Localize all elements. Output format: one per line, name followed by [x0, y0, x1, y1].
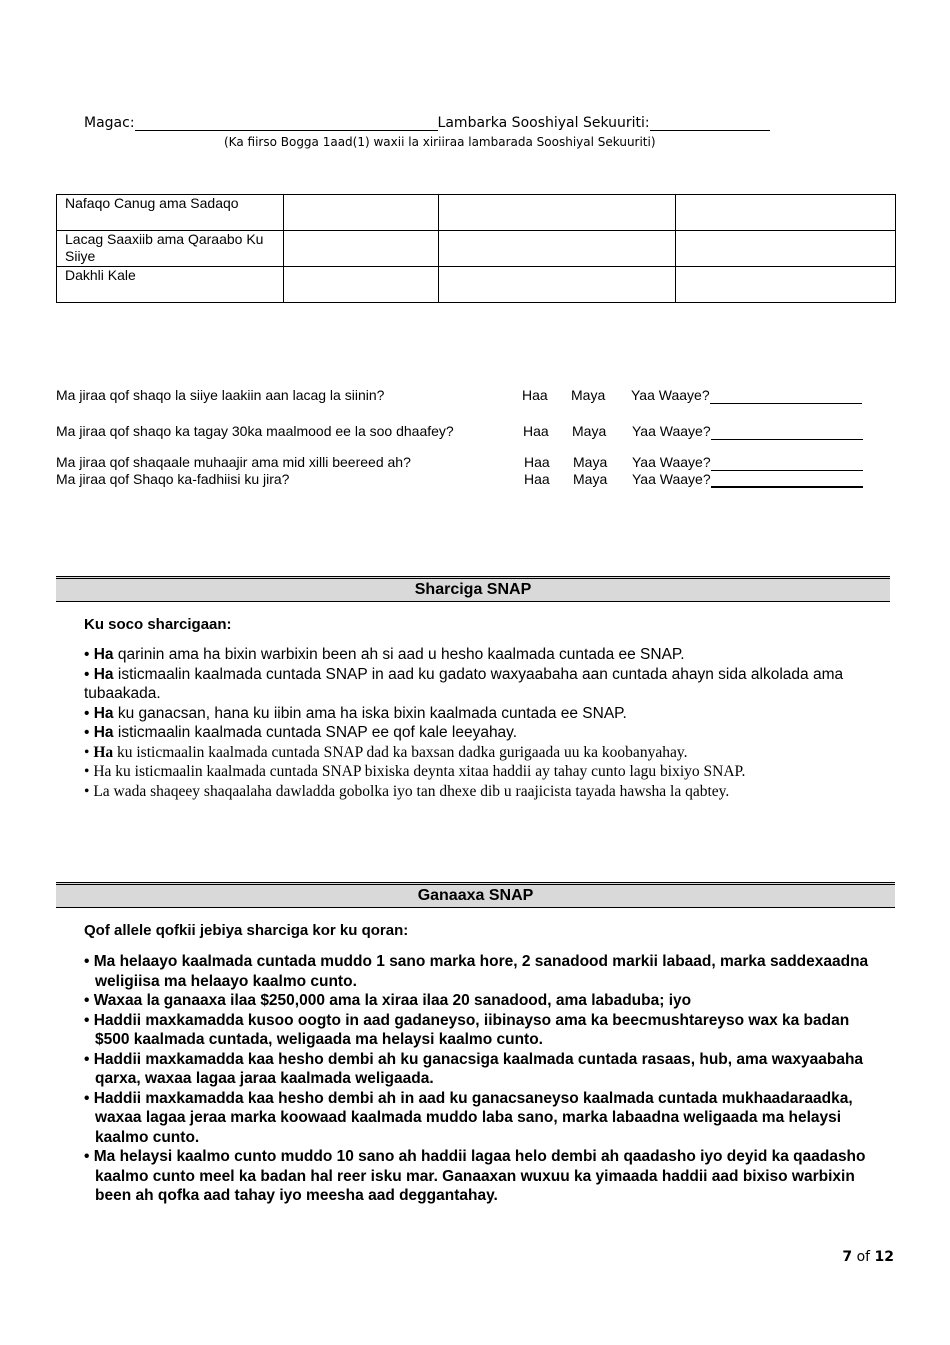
row-label: Nafaqo Canug ama Sadaqo [57, 195, 284, 231]
who-label: Yaa Waaye? [632, 423, 711, 439]
answer-no[interactable]: Maya [573, 471, 608, 487]
ssn-note: (Ka fiirso Bogga 1aad(1) waxii la xiriiraa lambarada Sooshiyal Sekuuriti) [224, 135, 656, 149]
answer-who [631, 387, 862, 404]
list-item: • Ma helaayo kaalmada cuntada muddo 1 sano marka hore, 2 sanadood markii labaad, marka saddexaadna weligiisa ma helaayo kaalmo cunto. [84, 953, 869, 990]
rules-list [84, 645, 884, 801]
table-cell[interactable] [284, 231, 439, 267]
rules-lead: Ku soco sharcigaan: [84, 616, 232, 633]
answer-yes[interactable]: Haa [522, 387, 548, 403]
name-row [84, 115, 770, 131]
who-label: Yaa Waaye? [632, 471, 711, 487]
list-item: • Ha ku isticmaalin kaalmada cuntada SNAP bixiska deynta xitaa haddii ay tahay cunto lagu bixiyo SNAP. [84, 763, 746, 780]
list-item: • Haddii maxkamadda kusoo oogto in aad gadaneyso, iibinayso ama ka beecmushtareyso wax ka badan $500 kaalmada cuntada, weligaada ma helaysi kaalmo cunto. [84, 1011, 850, 1048]
question-text: Ma jiraa qof Shaqo ka-fadhiisi ku jira? [56, 471, 290, 487]
table-cell[interactable] [439, 267, 676, 303]
who-label: Yaa Waaye? [631, 387, 710, 403]
question-text: Ma jiraa qof shaqaale muhaajir ama mid xilli beereed ah? [56, 454, 411, 470]
list-item: • La wada shaqeey shaqaalaha dawladda gobolka iyo tan dhexe dib u raajicista tayada hawsha la qabtey. [84, 782, 730, 800]
who-field[interactable] [711, 425, 863, 440]
table-cell[interactable] [676, 195, 896, 231]
table-row [57, 231, 896, 267]
penalties-list [84, 952, 884, 1206]
answer-no[interactable]: Maya [573, 454, 608, 470]
ssn-label: Lambarka Sooshiyal Sekuuriti: [437, 115, 650, 131]
list-item: • Ha ku ganacsan, hana ku iibin ama ha iska bixin kaalmada cuntada ee SNAP. [84, 704, 627, 722]
answer-who [632, 471, 863, 488]
table-cell[interactable] [676, 231, 896, 267]
answer-yes[interactable]: Haa [524, 471, 550, 487]
question-text: Ma jiraa qof shaqo ka tagay 30ka maalmood ee la soo dhaafey? [56, 423, 454, 439]
who-field[interactable] [711, 472, 863, 488]
list-item: • Ha isticmaalin kaalmada cuntada SNAP in aad ku gadato waxyaabaha aan cuntada ahayn sida alkolada ama tubaakada. [84, 665, 844, 702]
table-row [57, 267, 896, 303]
row-label: Dakhli Kale [57, 267, 284, 303]
section-title-rules: Sharciga SNAP [56, 576, 890, 602]
penalties-lead: Qof allele qofkii jebiya sharciga kor ku qoran: [84, 922, 409, 939]
list-item: • Haddii maxkamadda kaa hesho dembi ah ku ganacsiga kaalmada cuntada rasaas, hub, ama waxyaabaha qarxa, waxaa lagaa jaraa kaalmada weligaada. [84, 1050, 864, 1087]
who-field[interactable] [711, 456, 863, 471]
answer-who [632, 454, 863, 471]
list-item: • Ma helaysi kaalmo cunto muddo 10 sano ah haddii lagaa helo dembi ah qaadasho iyo deyid ka qaadasho kaalmo cunto meel ka badan hal reer isku mar. Ganaaxan wuxuu ka yimaada haddii aad bixiso warbixin been ah qofka aad tahay iyo meesha aad deggantahay. [84, 1148, 866, 1204]
who-label: Yaa Waaye? [632, 454, 711, 470]
row-label: Lacag Saaxiib ama Qaraabo Ku Siiye [57, 231, 284, 267]
table-cell[interactable] [439, 231, 676, 267]
answer-who [632, 423, 863, 440]
answer-no[interactable]: Maya [571, 387, 606, 403]
list-item: • Waxaa la ganaaxa ilaa $250,000 ama la xiraa ilaa 20 sanadood, ama labaduba; iyo [84, 992, 692, 1009]
name-field[interactable] [135, 115, 438, 131]
name-label: Magac: [84, 115, 135, 131]
who-field[interactable] [710, 389, 862, 404]
table-cell[interactable] [439, 195, 676, 231]
section-title-penalties: Ganaaxa SNAP [56, 882, 895, 908]
table-cell[interactable] [284, 195, 439, 231]
list-item: • Ha isticmaalin kaalmada cuntada SNAP ee qof kale leeyahay. [84, 724, 518, 741]
question-text: Ma jiraa qof shaqo la siiye laakiin aan lacag la siinin? [56, 387, 385, 403]
answer-yes[interactable]: Haa [524, 454, 550, 470]
income-table [56, 194, 896, 303]
ssn-field[interactable] [650, 115, 770, 131]
list-item: • Haddii maxkamadda kaa hesho dembi ah in aad ku ganacsaneyso kaalmada cuntada mukhaadaraadka, waxaa lagaa jeraa marka koowaad kaalmada muddo laba sano, marka labaadna weligaada ma helaysi kaalmo cunto. [84, 1089, 853, 1146]
list-item: • Ha qarinin ama ha bixin warbixin been ah si aad u hesho kaalmada cuntada ee SNAP. [84, 646, 685, 663]
answer-no[interactable]: Maya [572, 423, 607, 439]
table-row [57, 195, 896, 231]
list-item: • Ha ku isticmaalin kaalmada cuntada SNAP dad ka baxsan dadka gurigaada uu ka koobanyahay. [84, 743, 688, 761]
page-number: 7 of 12 [842, 1249, 894, 1265]
answer-yes[interactable]: Haa [523, 423, 549, 439]
table-cell[interactable] [284, 267, 439, 303]
table-cell[interactable] [676, 267, 896, 303]
